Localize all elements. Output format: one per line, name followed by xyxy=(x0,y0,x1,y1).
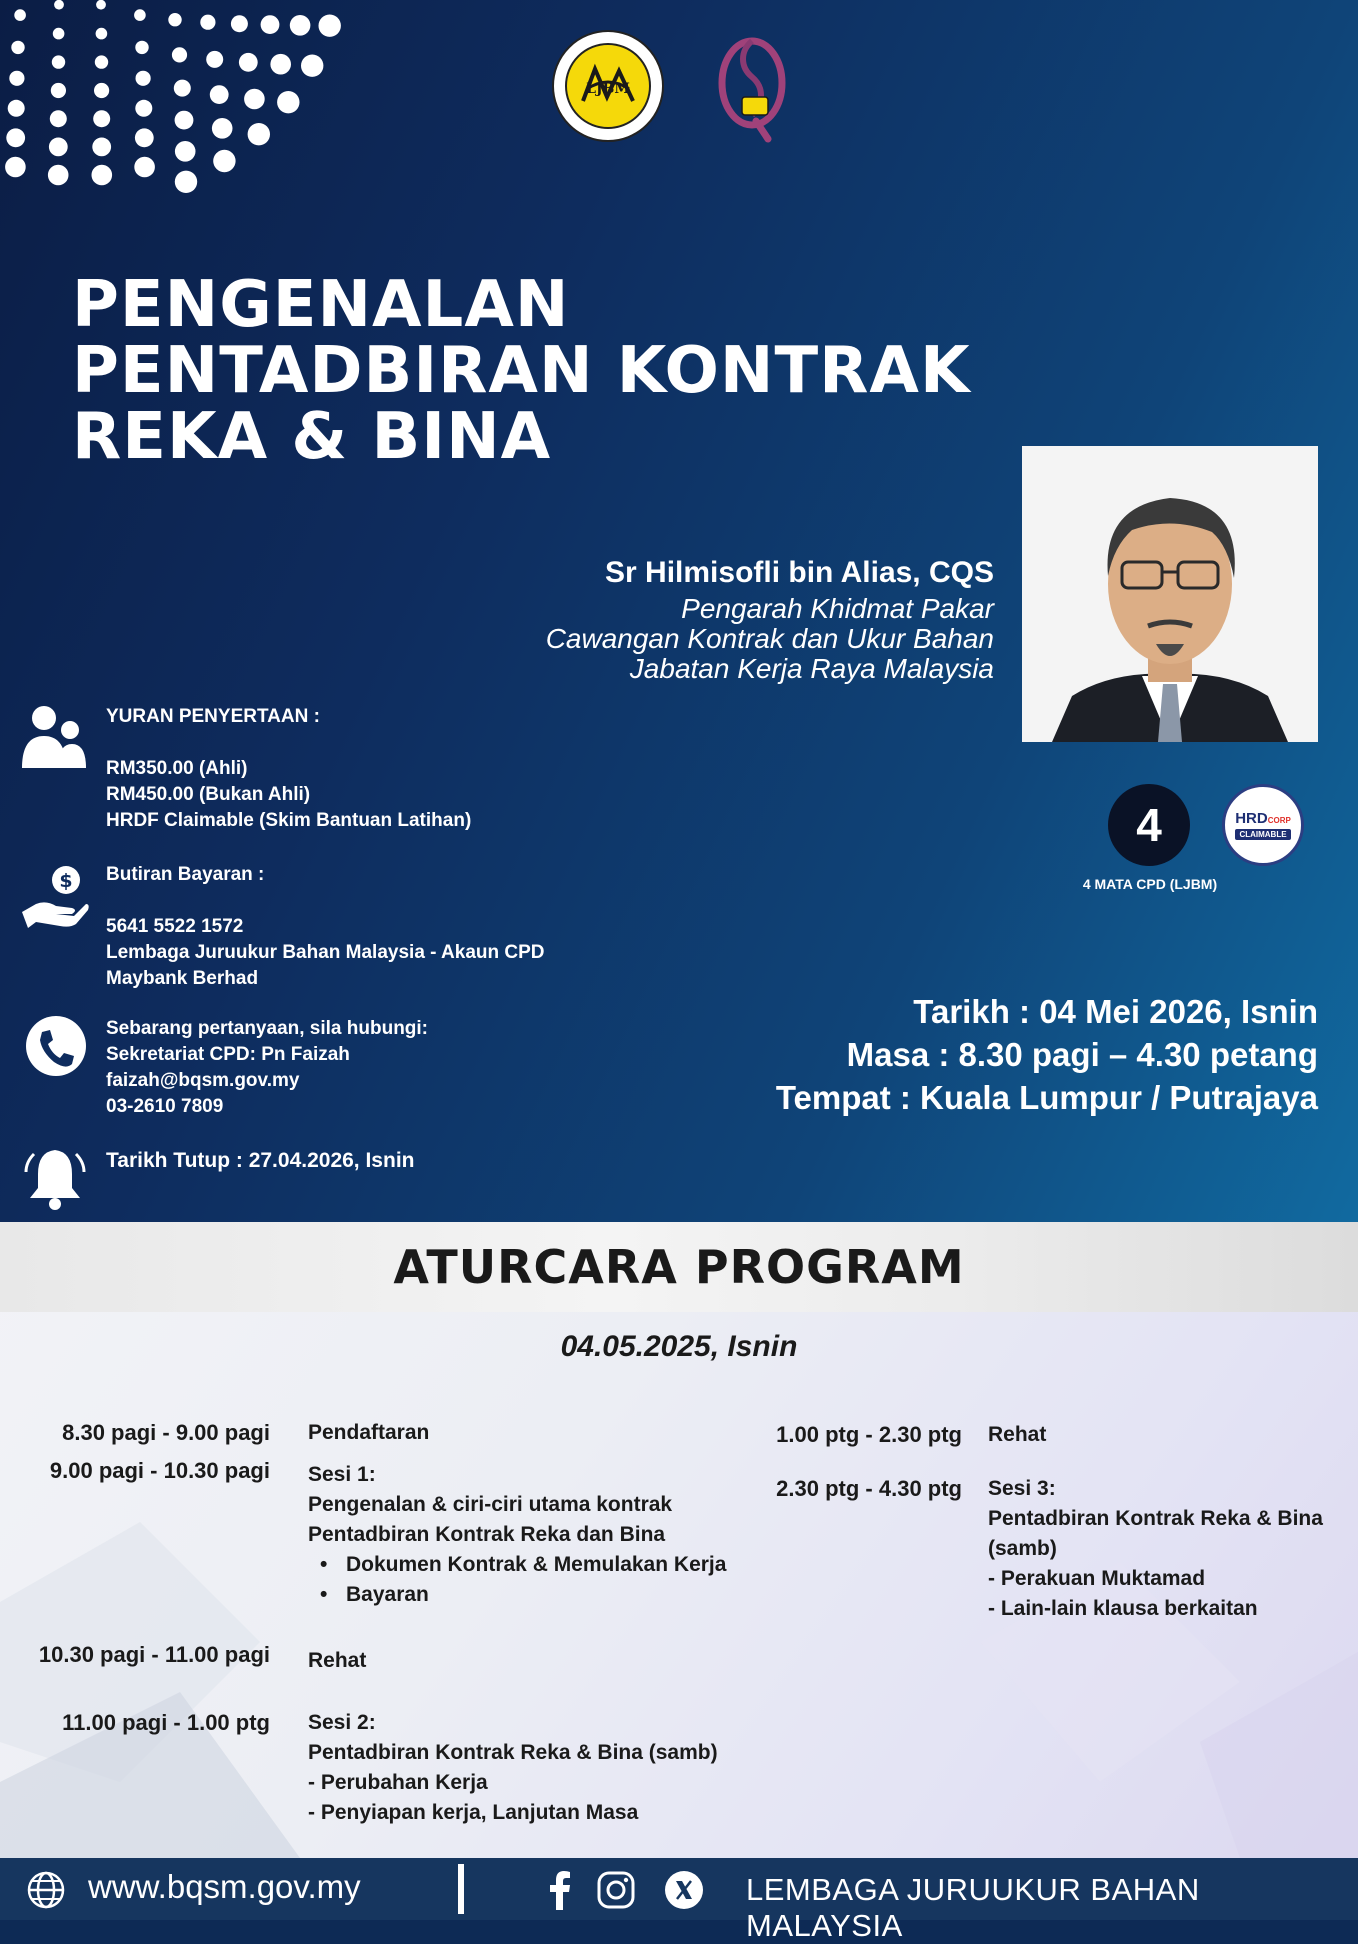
decorative-dot xyxy=(135,41,148,54)
decorative-dot xyxy=(52,55,65,68)
agenda-item xyxy=(308,1708,718,1828)
fees-label: YURAN PENYERTAAN : xyxy=(106,706,320,727)
decorative-dot xyxy=(54,0,64,10)
agenda-line: - Lain-lain klausa berkaitan xyxy=(988,1597,1258,1620)
decorative-dot xyxy=(14,9,26,21)
decorative-dot xyxy=(134,157,155,178)
decorative-dot xyxy=(134,9,146,21)
decorative-dot xyxy=(168,13,181,26)
agenda-time: 9.00 pagi - 10.30 pagi xyxy=(49,1458,270,1483)
decorative-dot xyxy=(248,123,270,145)
contact-email[interactable]: faizah@bqsm.gov.my xyxy=(106,1070,300,1091)
decorative-dot xyxy=(277,91,299,113)
organization-name: LEMBAGA JURUUKUR BAHAN MALAYSIA xyxy=(746,1872,1200,1943)
payment-label: Butiran Bayaran : xyxy=(106,864,265,885)
decorative-dot xyxy=(206,51,223,68)
decorative-dot xyxy=(6,128,25,147)
hrd-corp-claimable-badge xyxy=(1222,784,1304,866)
phone-icon xyxy=(20,1016,90,1086)
contact-person: Sekretariat CPD: Pn Faizah xyxy=(106,1044,350,1065)
decorative-dot xyxy=(239,53,258,72)
hrd-text: HRD xyxy=(1235,810,1268,827)
decorative-dot xyxy=(92,165,113,186)
decorative-dot xyxy=(175,141,196,162)
agenda-time: 2.30 ptg - 4.30 ptg xyxy=(776,1476,962,1501)
decorative-dot xyxy=(96,0,106,10)
closing-date: Tarikh Tutup : 27.04.2026, Isnin xyxy=(106,1149,415,1172)
website-link[interactable]: www.bqsm.gov.my xyxy=(88,1868,361,1905)
agenda-line: Pentadbiran Kontrak Reka & Bina (samb) xyxy=(308,1741,718,1764)
hrd-claimable-text: CLAIMABLE xyxy=(1235,829,1290,840)
speaker-info xyxy=(546,556,994,684)
speaker-department: Jabatan Kerja Raya Malaysia xyxy=(629,653,994,684)
agenda-line: - Perakuan Muktamad xyxy=(988,1567,1206,1590)
svg-text:$: $ xyxy=(59,870,73,892)
agenda-session-title: Sesi 3: xyxy=(988,1477,1056,1500)
bell-icon xyxy=(20,1146,90,1216)
decorative-dot xyxy=(95,55,108,68)
hrd-corp-text: CORP xyxy=(1267,816,1291,825)
agenda-line: (samb) xyxy=(988,1537,1057,1560)
agenda-item: Pendaftaran xyxy=(308,1421,430,1444)
users-icon xyxy=(20,704,90,774)
program-section xyxy=(0,1222,1358,1858)
cpd-points-badge xyxy=(1108,784,1190,866)
decorative-dot xyxy=(135,128,154,147)
decorative-dot xyxy=(136,71,151,86)
event-time: Masa : 8.30 pagi – 4.30 petang xyxy=(846,1036,1318,1073)
facebook-icon[interactable] xyxy=(540,1870,580,1910)
decorative-dot xyxy=(50,110,67,127)
program-header xyxy=(0,1222,1358,1312)
agenda-line: - Penyiapan kerja, Lanjutan Masa xyxy=(308,1801,639,1824)
agenda-bullet: • Dokumen Kontrak & Memulakan Kerja xyxy=(320,1550,726,1580)
agenda-bullet: • Bayaran xyxy=(320,1580,726,1610)
event-date: Tarikh : 04 Mei 2026, Isnin xyxy=(913,993,1318,1030)
decorative-dot xyxy=(8,100,25,117)
agenda-time: 1.00 ptg - 2.30 ptg xyxy=(776,1422,962,1447)
agenda-line: Pentadbiran Kontrak Reka & Bina xyxy=(988,1507,1323,1530)
ljbm-emblem-icon xyxy=(577,61,639,111)
decorative-dot xyxy=(319,15,341,37)
decorative-dot xyxy=(213,150,235,172)
agenda-time: 8.30 pagi - 9.00 pagi xyxy=(62,1420,270,1445)
decorative-dot xyxy=(212,118,233,139)
fee-member: RM350.00 (Ahli) xyxy=(106,758,248,779)
speaker-division: Cawangan Kontrak dan Ukur Bahan xyxy=(545,623,994,654)
decorative-dot xyxy=(172,47,187,62)
program-title: ATURCARA PROGRAM xyxy=(393,1240,965,1294)
speaker-name: Sr Hilmisofli bin Alias, CQS xyxy=(605,556,994,589)
bank-name: Maybank Berhad xyxy=(106,968,259,989)
bqsm-q-logo xyxy=(712,35,792,145)
decorative-dot xyxy=(94,83,109,98)
agenda-line: Pentadbiran Kontrak Reka dan Bina xyxy=(308,1523,666,1546)
footer-divider xyxy=(458,1864,464,1914)
agenda-line: - Perubahan Kerja xyxy=(308,1771,488,1794)
contact-label: Sebarang pertanyaan, sila hubungi: xyxy=(106,1018,429,1039)
agenda-bullets xyxy=(308,1550,726,1610)
agenda-line: Pengenalan & ciri-ciri utama kontrak xyxy=(308,1493,673,1516)
agenda-item xyxy=(308,1460,726,1610)
footer xyxy=(0,1858,1358,1943)
fee-non-member: RM450.00 (Bukan Ahli) xyxy=(106,784,311,805)
decorative-dot xyxy=(270,54,291,75)
event-details xyxy=(776,990,1318,1119)
decorative-dot xyxy=(231,15,248,32)
decorative-dot xyxy=(5,157,26,178)
decorative-dot xyxy=(48,165,69,186)
decorative-dot xyxy=(210,85,229,104)
account-number: 5641 5522 1572 xyxy=(106,916,244,937)
agenda-item: Rehat xyxy=(988,1423,1047,1446)
decorative-dot xyxy=(175,111,194,130)
agenda-item: Rehat xyxy=(308,1649,367,1672)
cpd-label: 4 MATA CPD (LJBM) xyxy=(1082,876,1218,892)
agenda-time: 11.00 pagi - 1.00 ptg xyxy=(62,1710,270,1735)
speaker-portrait-icon xyxy=(1022,446,1318,742)
decorative-dot xyxy=(244,89,265,110)
decorative-dot xyxy=(175,171,197,193)
decorative-dot xyxy=(11,41,24,54)
decorative-dot xyxy=(49,138,68,157)
ljbm-logo xyxy=(552,30,664,142)
decorative-dot xyxy=(301,54,323,76)
event-title xyxy=(72,268,1032,474)
speaker-photo xyxy=(1022,446,1318,742)
agenda-item xyxy=(988,1474,1323,1624)
cpd-points: 4 xyxy=(1136,799,1162,851)
decorative-dot xyxy=(92,138,111,157)
title-line: REKA & BINA xyxy=(72,400,552,474)
fee-hrdf: HRDF Claimable (Skim Bantuan Latihan) xyxy=(106,810,472,831)
agenda-session-title: Sesi 2: xyxy=(308,1711,376,1734)
decorative-dot xyxy=(96,28,108,40)
program-date: 04.05.2025, Isnin xyxy=(560,1330,798,1363)
svg-text:LJBM: LJBM xyxy=(586,81,630,97)
instagram-icon[interactable] xyxy=(596,1870,636,1910)
decorative-dot-pattern xyxy=(0,0,360,190)
globe-icon xyxy=(26,1870,66,1910)
decorative-dot xyxy=(53,28,65,40)
decorative-dot xyxy=(93,110,110,127)
speaker-position: Pengarah Khidmat Pakar xyxy=(681,593,994,624)
account-name: Lembaga Juruukur Bahan Malaysia - Akaun CPD xyxy=(106,942,545,963)
payment-hand-icon xyxy=(20,862,90,932)
agenda-session-title: Sesi 1: xyxy=(308,1463,376,1486)
decorative-dot xyxy=(290,15,311,36)
event-venue: Tempat : Kuala Lumpur / Putrajaya xyxy=(775,1079,1318,1116)
title-line: PENTADBIRAN KONTRAK xyxy=(72,334,971,408)
decorative-dot xyxy=(174,80,191,97)
title-line: PENGENALAN xyxy=(72,268,570,342)
decorative-dot xyxy=(200,15,215,30)
agenda-time: 10.30 pagi - 11.00 pagi xyxy=(38,1642,270,1667)
decorative-dot xyxy=(261,15,280,34)
decorative-dot xyxy=(9,71,24,86)
decorative-dot xyxy=(135,100,152,117)
x-twitter-icon[interactable] xyxy=(664,1870,704,1910)
contact-phone[interactable]: 03-2610 7809 xyxy=(106,1096,224,1117)
decorative-dot xyxy=(51,83,66,98)
